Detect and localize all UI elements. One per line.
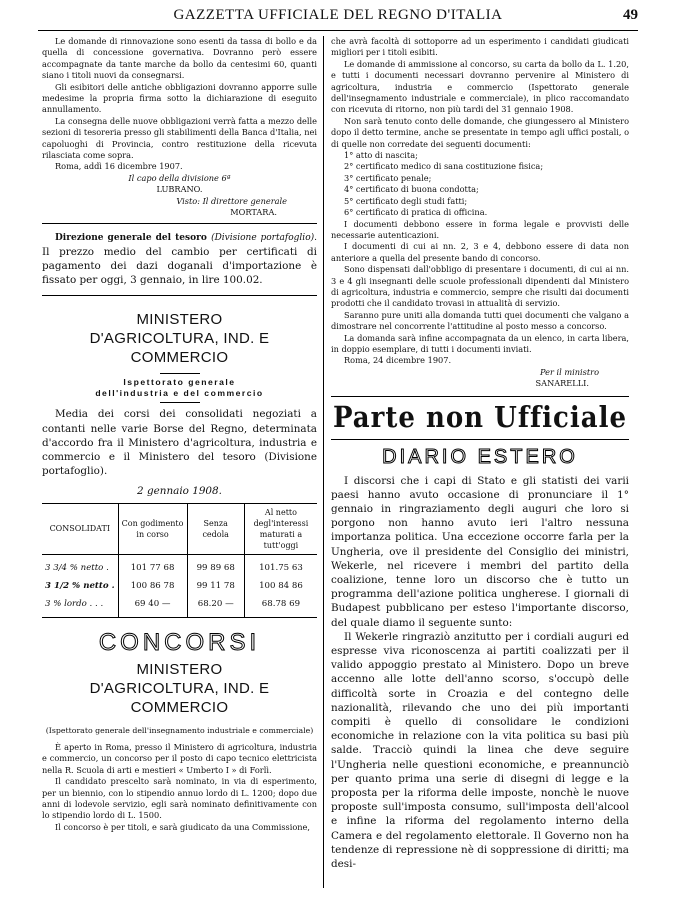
table-cell: 3 % lordo . . .: [42, 595, 118, 618]
concorso-paragraph: È aperto in Roma, presso il Ministero di agricoltura, industria e commercio, un concorso per il posto di capo tecnico elettricista nella R. Scuola di arti e mestieri « Umberto I » di Forlì.: [42, 741, 317, 775]
table-header: Al netto degl'interessi maturati a tutt'oggi: [244, 503, 317, 554]
table-header: CONSOLIDATI: [42, 503, 118, 554]
section-rule: [42, 295, 317, 296]
table-cell: 68.78 69: [244, 595, 317, 618]
ministry-heading: MINISTERO: [136, 660, 223, 678]
table-cell: 100 84 86: [244, 577, 317, 595]
gazette-title: GAZZETTA UFFICIALE DEL REGNO D'ITALIA: [173, 7, 503, 23]
list-item: 4° certificato di buona condotta;: [344, 184, 479, 195]
concorso-paragraph: Sono dispensati dall'obbligo di presentare i documenti, di cui ai nn. 3 e 4 gli insegnanti delle scuole professionali dipendenti dal Ministero di agricoltura, industria e commercio, sempre che risulti dai documenti prodotti che il candidato trovasi in attualità di servizio.: [331, 264, 629, 309]
table-cell: 3 1/2 % netto .: [45, 580, 115, 591]
signature-name: SANARELLI.: [535, 378, 589, 389]
left-column: [42, 36, 317, 833]
table-cell: 101 77 68: [118, 554, 187, 577]
tesoro-division: (Divisione portafoglio).: [211, 232, 317, 243]
ministry-heading: D'AGRICOLTURA, IND. E COMMERCIO: [89, 330, 270, 367]
table-row: [42, 595, 317, 618]
tesoro-body: Il prezzo medio del cambio per certificati di pagamento dei dazi doganali d'importazione è fissato per oggi, 3 gennaio, in lire 100.02.: [42, 245, 317, 287]
concorso-paragraph: Non sarà tenuto conto delle domande, che giungessero al Ministero dopo il detto termine, anche se presentate in tempo agli uffici postali, o di quelle non corredate dei seguenti documenti:: [331, 115, 629, 149]
concorso-paragraph: I documenti di cui ai nn. 2, 3 e 4, debbono essere di data non anteriore a quella del presente bando di concorso.: [331, 241, 629, 263]
table-cell: 101.75 63: [244, 554, 317, 577]
table-cell: 100 86 78: [118, 577, 187, 595]
tesoro-title: Direzione generale del tesoro: [55, 232, 207, 243]
concorso-paragraph: Le domande di ammissione al concorso, su carta da bollo da L. 1.20, e tutti i documenti necessari dovranno pervenire al Ministero di agricoltura, industria e commercio (Ispettorato generale dell'insegnamento industriale e commerciale), in plico raccomandato con ricevuta di ritorno, non più tardi del 31 gennaio 1908.: [331, 58, 629, 115]
concorso-paragraph: Il concorso è per titoli, e sarà giudicato da una Commissione,: [55, 821, 311, 832]
signature-role: Visto: Il direttore generale: [176, 195, 287, 206]
document-list: [331, 150, 629, 218]
table-cell: 69 40 —: [118, 595, 187, 618]
ministry-heading: MINISTERO: [136, 311, 223, 329]
table-cell: 3 3/4 % netto .: [45, 562, 109, 573]
section-rule: [331, 439, 629, 440]
list-item: 5° certificato degli studi fatti;: [344, 195, 468, 206]
concorsi-heading: CONCORSI: [98, 628, 261, 656]
table-header: Senza cedola: [187, 503, 244, 554]
consolidati-table: [42, 503, 317, 618]
table-date: 2 gennaio 1908.: [137, 485, 222, 498]
concorso-paragraph: che avrà facoltà di sottoporre ad un esperimento i candidati giudicati migliori per i titoli esibiti.: [331, 36, 629, 58]
table-header: Con godimento in corso: [118, 503, 187, 554]
list-item: 1° atto di nascita;: [344, 150, 418, 161]
header-rule: [38, 30, 638, 31]
concorso-paragraph: Saranno pure uniti alla domanda tutti quei documenti che valgano a dimostrare nel concorrente l'attitudine al posto messo a concorso.: [331, 309, 629, 332]
table-row: [42, 554, 317, 577]
list-item: 3° certificato penale;: [344, 172, 432, 183]
ispettorato-title: Ispettorato generale: [123, 377, 236, 388]
intro-paragraph: La consegna delle nuove obbligazioni verrà fatta a mezzo delle sezioni di tesoreria presso gli stabilimenti della Banca d'Italia, nei capoluoghi di Provincia, contro restituzione della ricevuta rilasciata come sopra.: [42, 115, 317, 161]
list-item: 2° certificato medico di sana costituzione fisica;: [344, 161, 544, 172]
ispettorato-subtitle: (Ispettorato generale dell'insegnamento industriale e commerciale): [45, 725, 314, 735]
dateline: Roma, addì 16 dicembre 1907.: [55, 161, 183, 172]
signature-role: Il capo della divisione 6ª: [128, 172, 231, 183]
section-rule: [331, 396, 629, 397]
intro-paragraph: Gli esibitori delle antiche obbligazioni dovranno apporre sulle medesime la propria firma sotto la dichiarazione di eseguito annullamento.: [42, 81, 317, 115]
intro-paragraph: Le domande di rinnovazione sono esenti da tassa di bollo e da quella di concessione governativa. Dovranno però essere accompagnate da tante marche da bollo da centesimi 60, quanti siano i titoli nuovi da consegnarsi.: [42, 36, 317, 81]
concorso-paragraph: I documenti debbono essere in forma legale e provvisti delle necessarie autenticazioni.: [331, 218, 629, 240]
signature-role: Per il ministro: [540, 366, 599, 377]
ministry-heading: D'AGRICOLTURA, IND. E COMMERCIO: [89, 679, 270, 716]
media-paragraph: Media dei corsi dei consolidati negoziati a contanti nelle varie Borse del Regno, determinata d'accordo fra il Ministero d'agricoltura, industria e commercio e il Ministero del tesoro (Divisione portafoglio).: [42, 408, 317, 478]
table-header-row: [42, 503, 317, 554]
page-header: [38, 0, 638, 30]
signature-name: LUBRANO.: [156, 184, 203, 195]
column-divider: [323, 36, 324, 888]
diario-estero-heading: DIARIO ESTERO: [382, 445, 578, 468]
section-rule: [42, 223, 317, 224]
dateline: Roma, 24 dicembre 1907.: [344, 355, 452, 366]
short-rule: [160, 402, 200, 403]
concorso-paragraph: La domanda sarà infine accompagnata da un elenco, in carta libera, in doppio esemplare, di tutti i documenti inviati.: [331, 332, 629, 354]
list-item: 6° certificato di pratica di officina.: [344, 207, 488, 218]
table-cell: 99 89 68: [187, 554, 244, 577]
table-cell: 99 11 78: [187, 577, 244, 595]
short-rule: [160, 373, 200, 374]
ispettorato-title: dell'industria e del commercio: [95, 388, 264, 399]
table-row: [42, 577, 317, 595]
diario-paragraph: Il Wekerle ringraziò anzitutto per i cordiali auguri ed espresse viva riconoscenza ai partiti coalizzati per il valido appoggio prestato al Ministero. Dopo un breve accenno alle lotte dell'anno scorso, s'occupò delle difficoltà sorte in Croazia e del contegno delle nazionalità, rilevando che uno dei più importanti compiti è quello di consolidare le condizioni economiche in relazione con la vita politica su basi più salde. Tracciò quindi la linea che deve seguire l'Ungheria nelle questioni economiche, e preannunciò per quanto prima una serie di disegni di legge e la proposta per la riforma delle imposte, nonchè le nuove proposte sull'imposta consumo, sull'imposta dell'alcool e infine la riforma del regolamento interno della Camera e del regolamento elettorale. Il Governo non ha tendenze di repressione nè di soppressione di diritti; ma desi-: [331, 630, 629, 871]
right-column: [331, 36, 629, 871]
page-number: 49: [623, 7, 638, 23]
concorso-paragraph: Il candidato prescelto sarà nominato, in via di esperimento, per un biennio, con lo stipendio annuo lordo di L. 1200; dopo due anni di lodevole servizio, egli sarà nominato definitivamente con lo stipendio lordo di L. 1500.: [42, 776, 317, 821]
signature-name: MORTARA.: [230, 207, 277, 218]
diario-paragraph: I discorsi che i capi di Stato e gli statisti dei varii paesi hanno avuto occasione di pronunciare il 1° gennaio in ringraziamento degli auguri che loro si porgono non hanno avuto ieri l'altro nessuna importanza politica. Una eccezione occorre farla per la Ungheria, ove il presidente del Consiglio dei ministri, Wekerle, nel ricevere i membri del partito della coalizione, tenne loro un discorso che è tutto un programma dell'azione politica ungherese. I giornali di Budapest pubblicano per esteso l'importante discorso, del quale diamo il seguente sunto:: [331, 474, 629, 629]
parte-non-ufficiale-heading: Parte non Ufficiale: [332, 401, 628, 435]
table-cell: 68.20 —: [187, 595, 244, 618]
tesoro-notice: [42, 230, 317, 288]
